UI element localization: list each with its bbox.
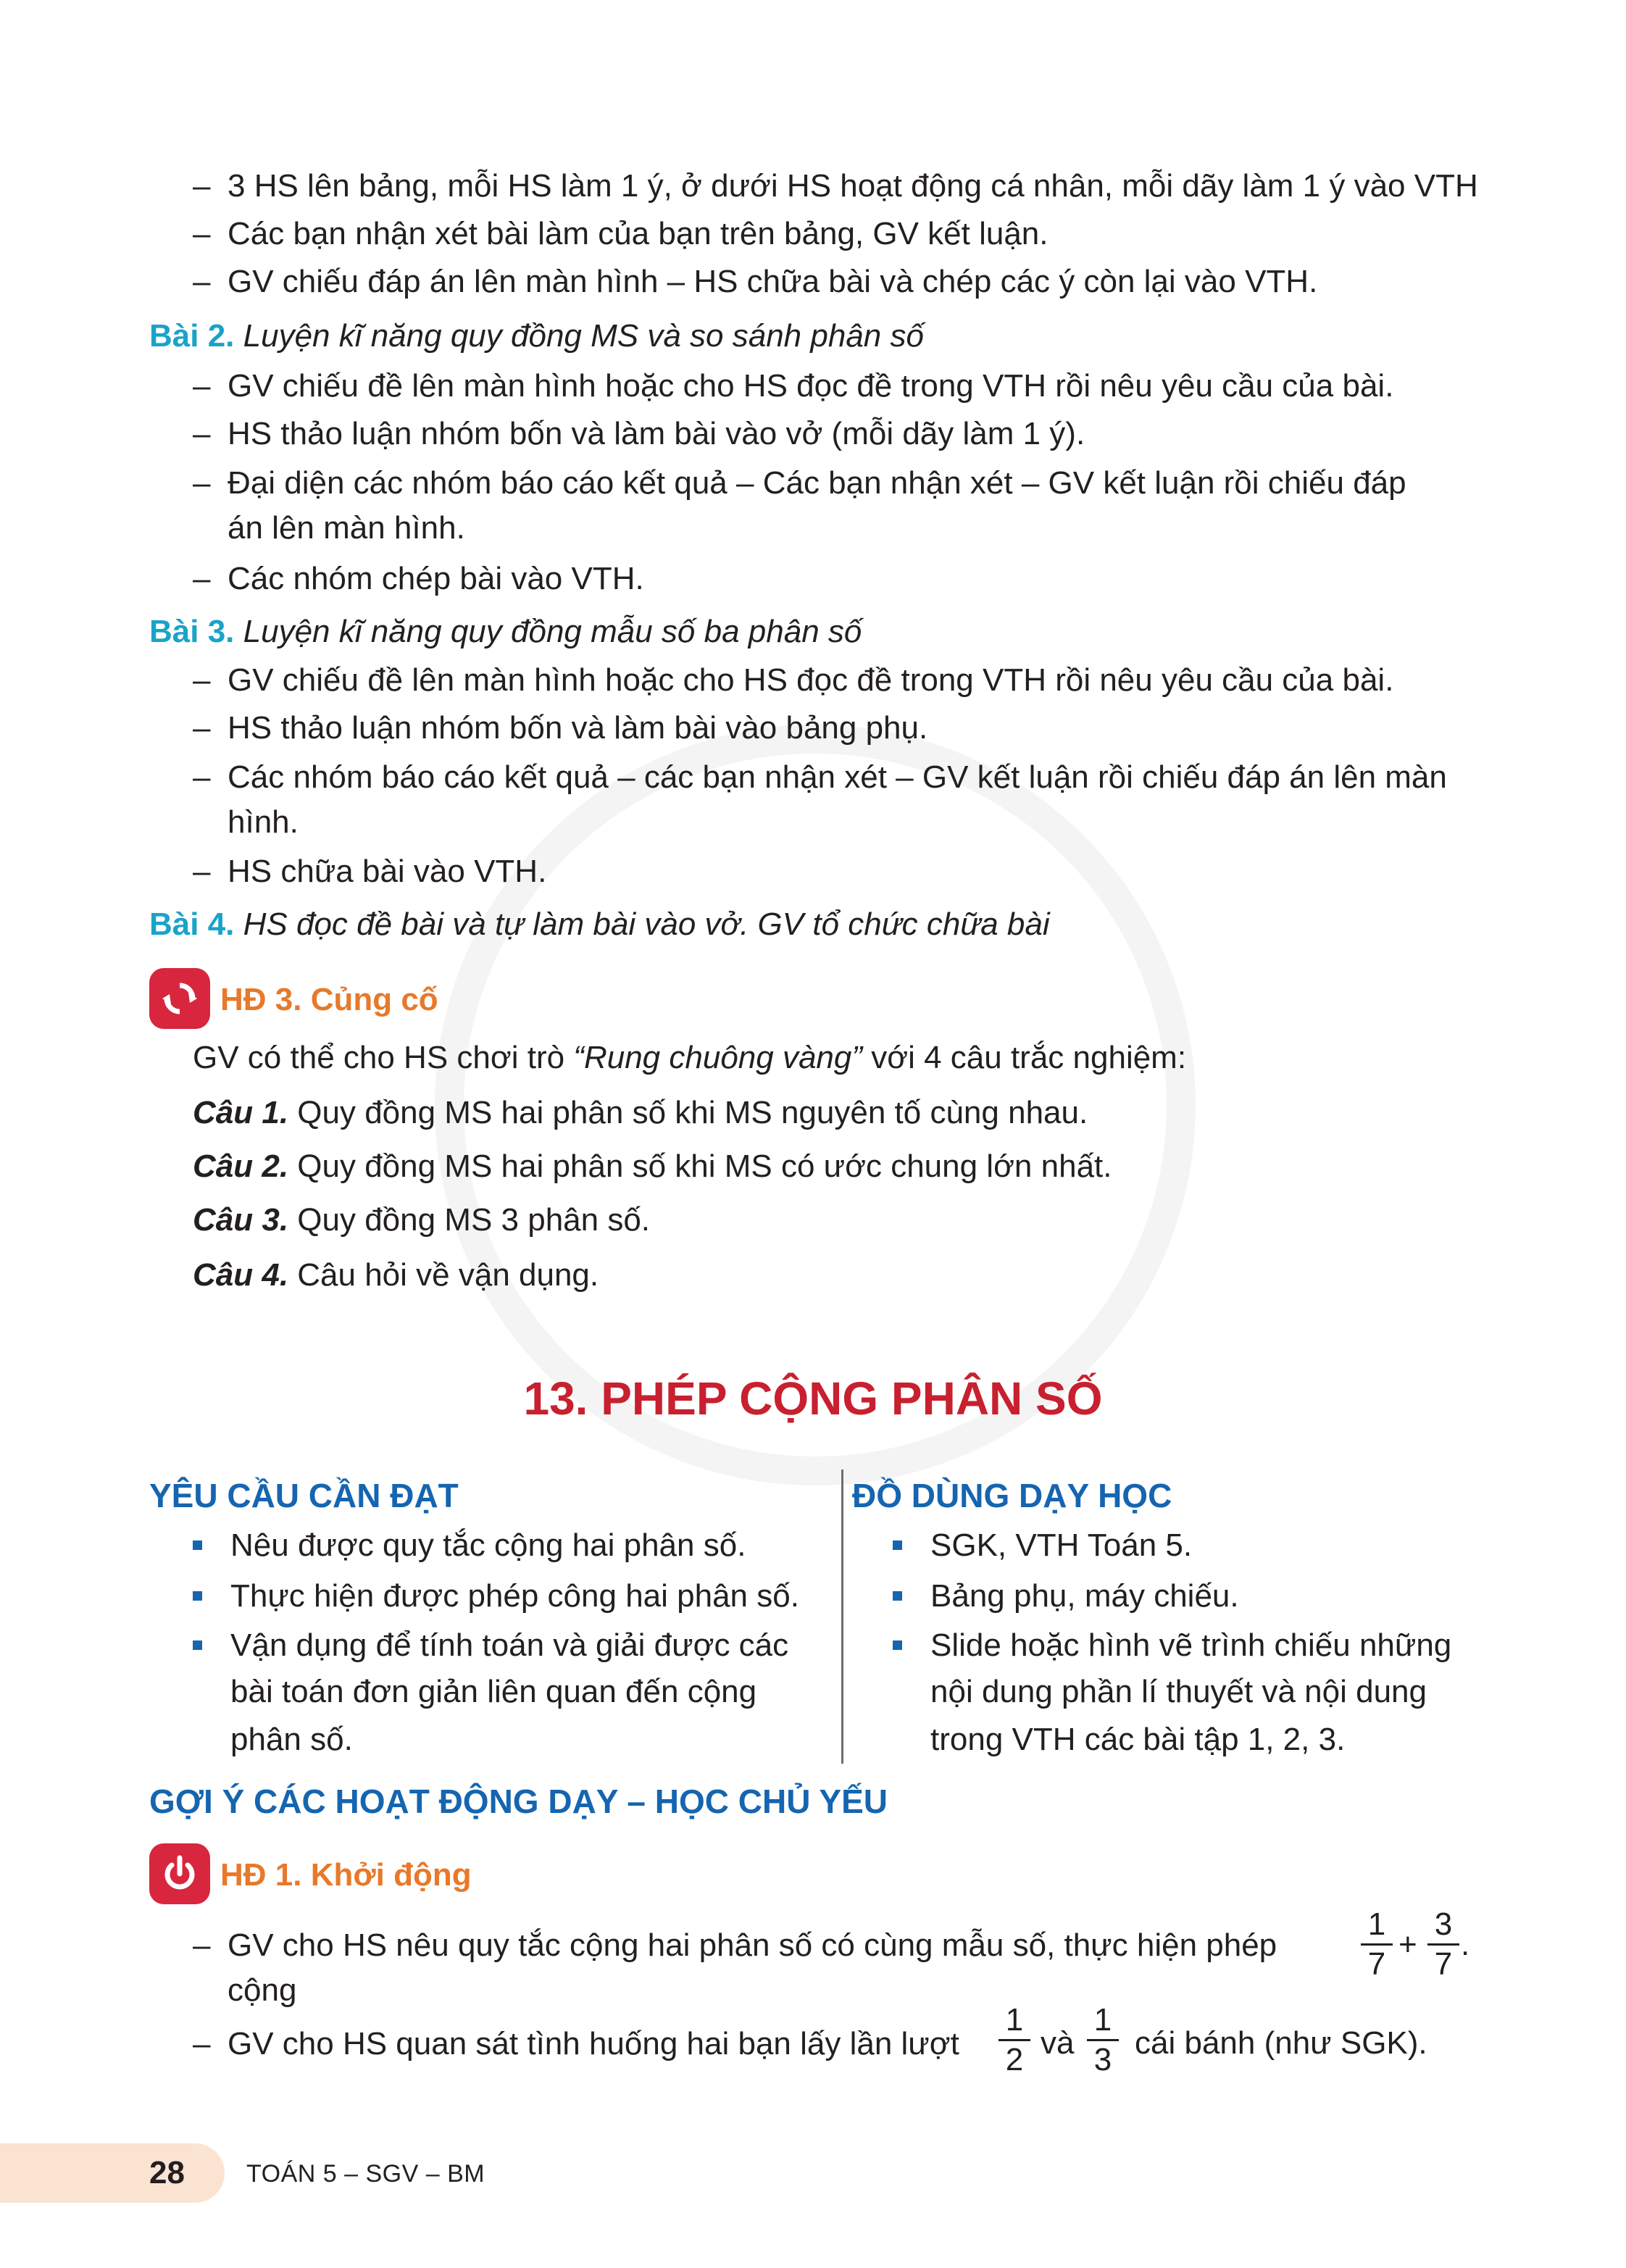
- bai4-heading: Bài 4. HS đọc đề bài và tự làm bài vào vở. GV tổ chức chữa bài: [149, 906, 1050, 942]
- fraction-1-3: $\frac{1}{3}$: [1087, 2001, 1119, 2079]
- lesson-title: 13. PHÉP CỘNG PHÂN SỐ: [523, 1372, 1103, 1425]
- fraction-1-2: $\frac{1}{2}$: [998, 2001, 1030, 2079]
- refresh-icon: [149, 968, 210, 1029]
- book-title: TOÁN 5 – SGV – BM: [246, 2160, 485, 2188]
- fraction-1-7: $\frac{1}{7}$: [1361, 1906, 1393, 1983]
- power-icon: [149, 1843, 210, 1904]
- footer-band: [0, 2143, 225, 2203]
- hd3-title: HĐ 3. Củng cố: [220, 982, 438, 1017]
- page-number: 28: [149, 2155, 185, 2190]
- hd1-title: HĐ 1. Khởi động: [220, 1857, 472, 1893]
- bai3-heading: Bài 3. Luyện kĩ năng quy đồng mẫu số ba phân số: [149, 614, 862, 649]
- question-2: Câu 2. Quy đồng MS hai phân số khi MS có ước chung lớn nhất.: [193, 1148, 1112, 1184]
- activities-heading: GỢI Ý CÁC HOẠT ĐỘNG DẠY – HỌC CHỦ YẾU: [149, 1783, 888, 1820]
- question-3: Câu 3. Quy đồng MS 3 phân số.: [193, 1202, 651, 1238]
- page: – 3 HS lên bảng, mỗi HS làm 1 ý, ở dưới HS hoạt động cá nhân, mỗi dãy làm 1 ý vào VTH – Các bạn nhận xét bài làm của bạn trên bảng, GV kết luận. – GV chiếu đáp án lên màn hình – HS chữa bài và chép các ý còn lại vào VTH. Bài 2. Luyện kĩ năng quy đồng MS và so sánh phân số – GV chiếu đề lên màn hình hoặc cho HS đọc đề trong VTH rồi nêu yêu cầu của bài. – HS thảo luận nhóm bốn và làm bài vào vở (mỗi dãy làm 1 ý). – Đại diện các nhóm báo cáo kết quả – Các bạn nhận xét – GV kết luận rồi chiếu đáp án lên màn hình. – Các nhóm chép bài vào VTH. Bài 3. Luyện kĩ năng quy đồng mẫu số ba phân số – GV chiếu đề lên màn hình hoặc cho HS đọc đề trong VTH rồi nêu yêu cầu của bài. – HS thảo luận nhóm bốn và làm bài vào bảng phụ. – Các nhóm báo cáo kết quả – các bạn nhận xét – GV kết luận rồi chiếu đáp án lên màn hình. – HS chữa bài vào VTH. Bài 4. HS đọc đề bài và tự làm bài vào vở. GV tổ chức chữa bài HĐ 3. Củng cố GV có thể cho HS chơi trò “Rung chuông vàng” với 4 câu trắc nghiệm: Câu 1. Quy đồng MS hai phân số khi MS nguyên tố cùng nhau. Câu 2. Quy đồng MS hai phân số khi MS có ước chung lớn nhất. Câu 3. Quy đồng MS 3 phân số. Câu 4. Câu hỏi về vận dụng. 13. PHÉP CỘNG PHÂN SỐ YÊU CẦU CẦN ĐẠT Nêu được quy tắc cộng hai phân số. Thực hiện được phép công hai phân số. Vận dụng để tính toán và giải được các bài toán đơn giản liên quan đến cộng phân số. ĐỒ DÙNG DẠY HỌC SGK, VTH Toán 5. Bảng phụ, máy chiếu. Slide hoặc hình vẽ trình chiếu những nội dung phần lí thuyết và nội dung trong VTH các bài tập 1, 2, 3. GỢI Ý CÁC HOẠT ĐỘNG DẠY – HỌC CHỦ YẾU HĐ 1. Khởi động – GV cho HS nêu quy tắc cộng hai phân số có cùng mẫu số, thực hiện phép cộng $\frac{1}{7}$ + $\frac{3}{7}$ . – GV cho HS quan sát tình huống hai bạn lấy lần lượt $\frac{1}{2}$ và $\frac{1}{3}$ cái bánh (như SGK). 28 TOÁN 5 – SGV – BM: [0, 0, 1626, 2268]
- hd3-intro: GV có thể cho HS chơi trò “Rung chuông vàng” với 4 câu trắc nghiệm:: [193, 1040, 1187, 1075]
- period: .: [1461, 1927, 1470, 1962]
- fraction-3-7: $\frac{3}{7}$: [1427, 1906, 1459, 1983]
- item2-end: cái bánh (như SGK).: [1135, 2025, 1427, 2061]
- bai2-heading: Bài 2. Luyện kĩ năng quy đồng MS và so sánh phân số: [149, 318, 924, 354]
- question-1: Câu 1. Quy đồng MS hai phân số khi MS nguyên tố cùng nhau.: [193, 1095, 1088, 1130]
- column-divider: [841, 1469, 843, 1764]
- question-4: Câu 4. Câu hỏi về vận dụng.: [193, 1257, 599, 1293]
- materials-heading: ĐỒ DÙNG DẠY HỌC: [852, 1477, 1172, 1514]
- and-word: và: [1041, 2025, 1075, 2061]
- plus-sign: +: [1398, 1927, 1417, 1962]
- requirements-heading: YÊU CẦU CẦN ĐẠT: [149, 1477, 459, 1514]
